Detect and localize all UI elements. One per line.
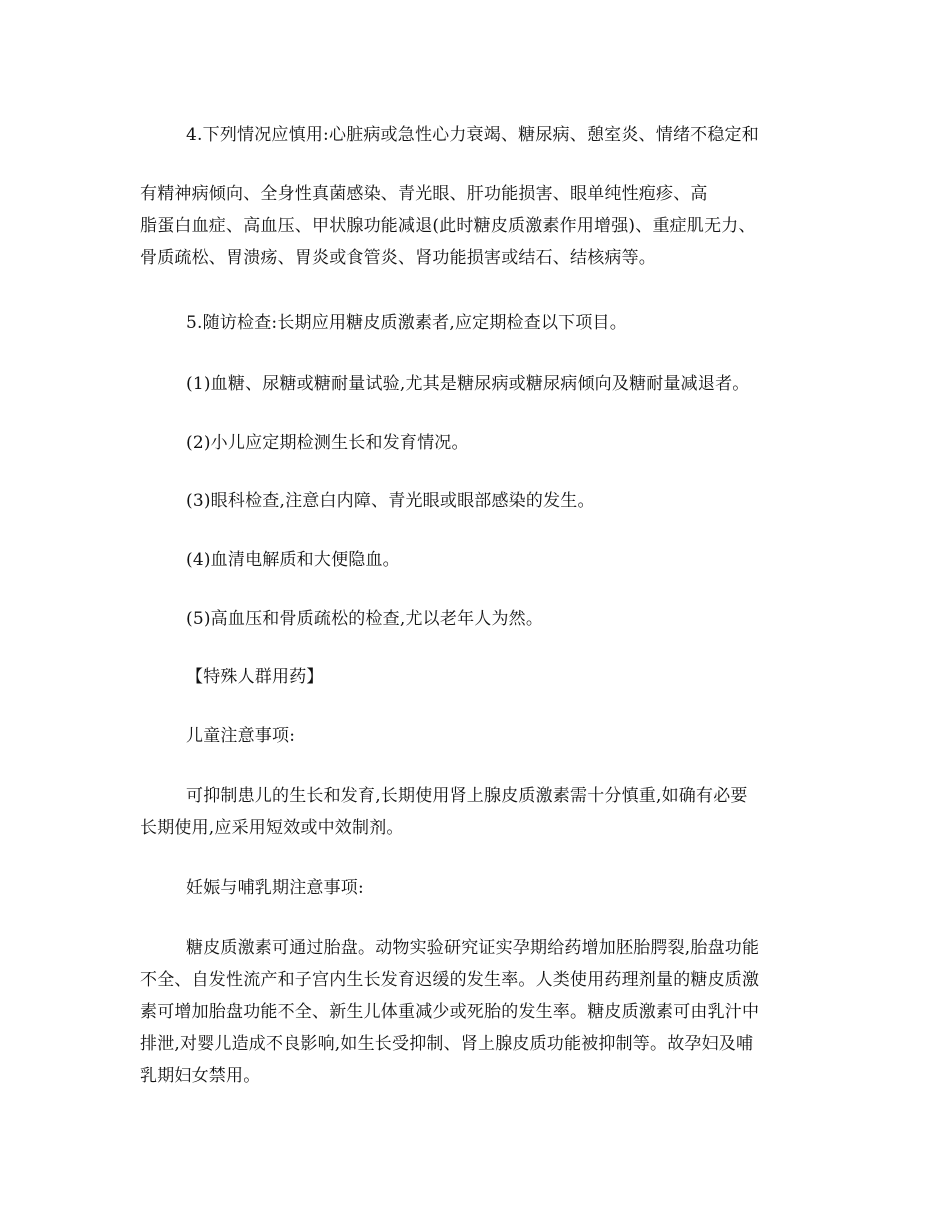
item5-sub5: (5)高血压和骨质疏松的检查,尤以老年人为然。 bbox=[186, 609, 544, 629]
item4-line3: 脂蛋白血症、高血压、甲状腺功能减退(此时糖皮质激素作用增强)、重症肌无力、 bbox=[140, 216, 756, 236]
children-line2: 长期使用,应采用短效或中效制剂。 bbox=[140, 818, 404, 838]
item4-line1: 4.下列情况应慎用:心脏病或急性心力衰竭、糖尿病、憩室炎、情绪不稳定和 bbox=[186, 125, 759, 145]
pregnancy-line5: 乳期妇女禁用。 bbox=[140, 1066, 261, 1086]
item5-sub3: (3)眼科检查,注意白内障、青光眼或眼部感染的发生。 bbox=[186, 491, 595, 511]
item5-heading: 5.随访检查:长期应用糖皮质激素者,应定期检查以下项目。 bbox=[186, 313, 627, 333]
item5-sub2: (2)小儿应定期检测生长和发育情况。 bbox=[186, 433, 469, 453]
children-line1: 可抑制患儿的生长和发育,长期使用肾上腺皮质激素需十分慎重,如确有必要 bbox=[186, 786, 748, 806]
item5-sub1: (1)血糖、尿糖或糖耐量试验,尤其是糖尿病或糖尿病倾向及糖耐量减退者。 bbox=[186, 374, 750, 394]
special-population-heading: 【特殊人群用药】 bbox=[186, 667, 324, 687]
children-title: 儿童注意事项: bbox=[186, 726, 296, 746]
pregnancy-line3: 素可增加胎盘功能不全、新生儿体重减少或死胎的发生率。糖皮质激素可由乳汁中 bbox=[140, 1002, 760, 1022]
item5-sub4: (4)血清电解质和大便隐血。 bbox=[186, 550, 400, 570]
pregnancy-line2: 不全、自发性流产和子宫内生长发育迟缓的发生率。人类使用药理剂量的糖皮质激 bbox=[140, 970, 760, 990]
pregnancy-line1: 糖皮质激素可通过胎盘。动物实验研究证实孕期给药增加胚胎腭裂,胎盘功能 bbox=[186, 938, 760, 958]
pregnancy-title: 妊娠与哺乳期注意事项: bbox=[186, 878, 364, 898]
item4-line2: 有精神病倾向、全身性真菌感染、青光眼、肝功能损害、眼单纯性疱疹、高 bbox=[140, 184, 708, 204]
pregnancy-line4: 排泄,对婴儿造成不良影响,如生长受抑制、肾上腺皮质功能被抑制等。故孕妇及哺 bbox=[140, 1034, 754, 1054]
item4-line4: 骨质疏松、胃溃疡、胃炎或食管炎、肾功能损害或结石、结核病等。 bbox=[140, 248, 656, 268]
